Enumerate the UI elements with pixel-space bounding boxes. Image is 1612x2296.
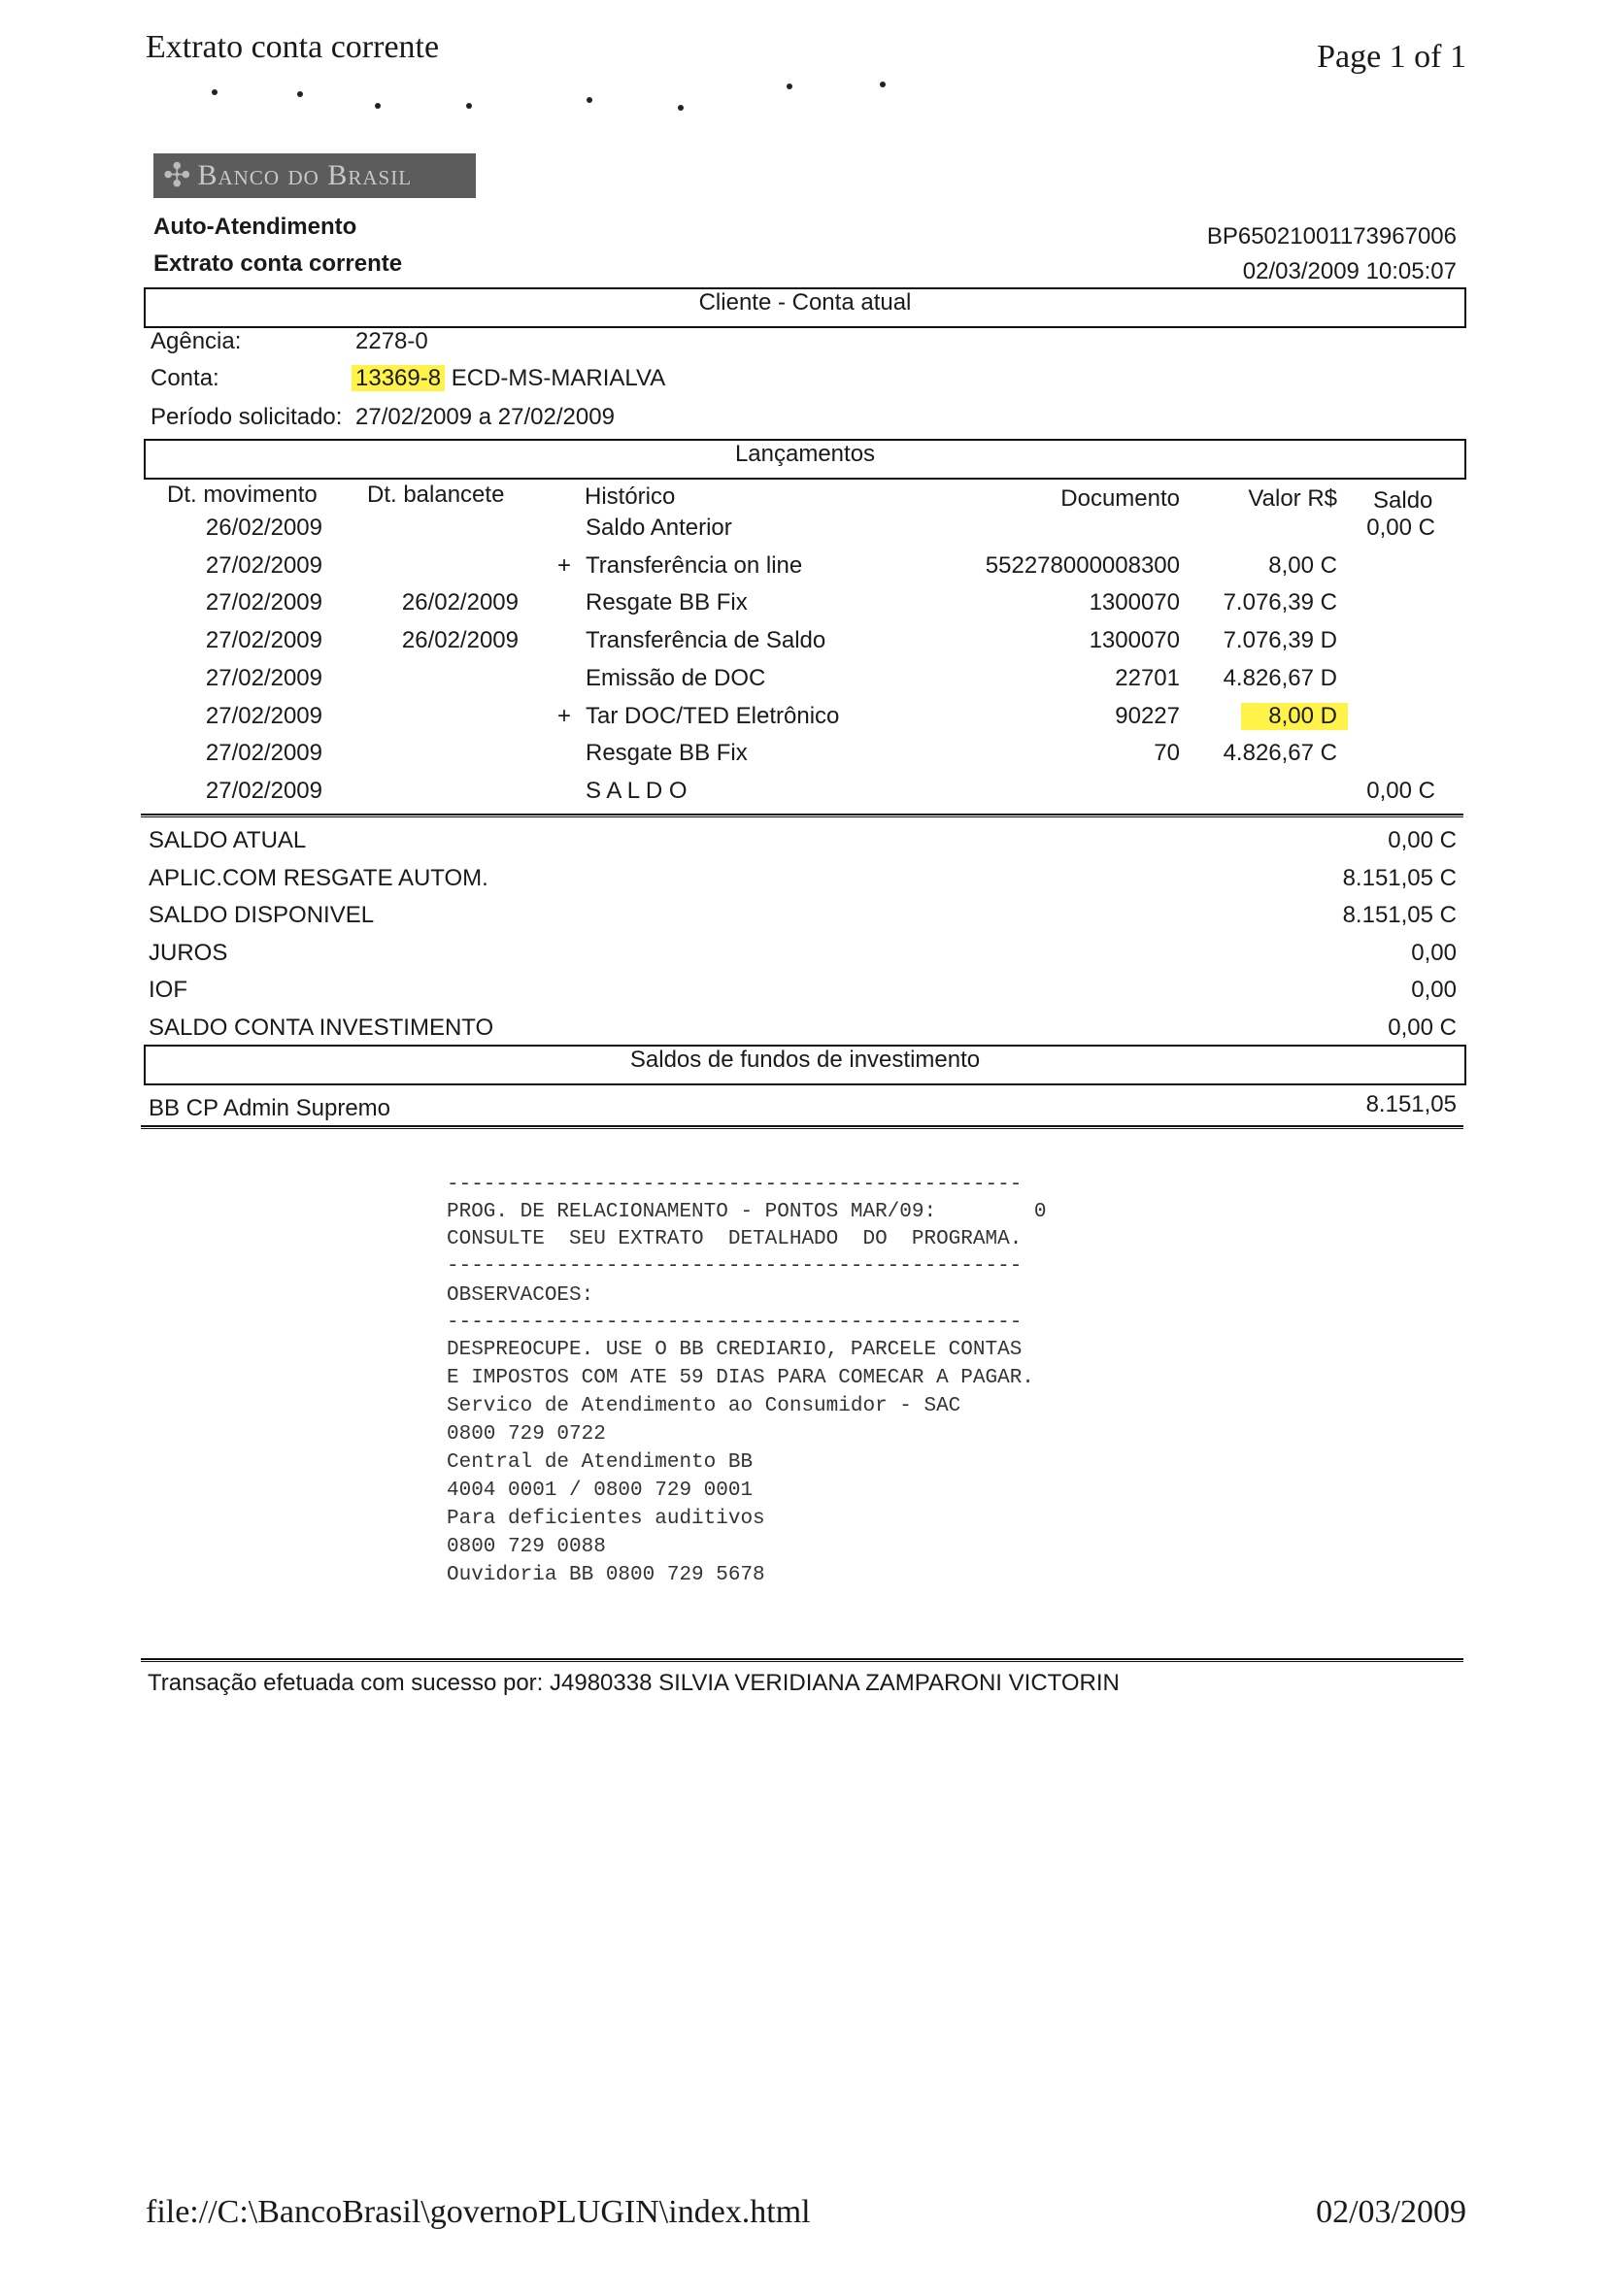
- row-dt-balancete: 26/02/2009: [401, 627, 519, 653]
- row-documento: 552278000008300: [985, 552, 1180, 579]
- msg-separator-3: -----------------------------------------------: [447, 1312, 1023, 1334]
- scan-speck: [375, 103, 381, 109]
- msg-line: 0800 729 0088: [447, 1536, 606, 1558]
- row-dt-movimento: 27/02/2009: [205, 589, 322, 616]
- conta-number: 13369-8: [352, 365, 445, 391]
- conta-label: Conta:: [151, 365, 219, 391]
- summary-label: SALDO ATUAL: [149, 827, 307, 853]
- scan-speck: [880, 82, 886, 87]
- fundos-section-title: Saldos de fundos de investimento: [629, 1047, 981, 1073]
- transacao-text: Transação efetuada com sucesso por: J4980338 SILVIA VERIDIANA ZAMPARONI VICTORIN: [148, 1670, 1120, 1696]
- summary-value: 0,00 C: [1388, 1015, 1457, 1041]
- row-dt-movimento: 27/02/2009: [205, 665, 322, 691]
- row-valor: 7.076,39 C: [1223, 589, 1337, 616]
- row-saldo: 0,00 C: [1366, 778, 1435, 804]
- lancamentos-divider: [141, 814, 1463, 817]
- row-dt-movimento: 27/02/2009: [205, 703, 322, 729]
- agencia-label: Agência:: [151, 328, 242, 354]
- row-mark: +: [557, 552, 572, 579]
- scan-speck: [212, 89, 218, 95]
- col-header-dt-movimento: Dt. movimento: [167, 482, 318, 508]
- row-valor: 4.826,67 D: [1223, 665, 1337, 691]
- scan-speck: [297, 91, 303, 97]
- lancamentos-section-header: [144, 439, 1466, 480]
- summary-value: 0,00 C: [1388, 827, 1457, 853]
- conta-name: ECD-MS-MARIALVA: [445, 365, 666, 391]
- print-footer-url: file://C:\BancoBrasil\governoPLUGIN\index.html: [146, 2194, 811, 2230]
- agencia-value: 2278-0: [355, 328, 428, 354]
- col-header-saldo: Saldo: [1373, 487, 1433, 514]
- row-dt-movimento: 27/02/2009: [205, 778, 322, 804]
- periodo-label: Período solicitado:: [151, 404, 343, 430]
- row-historico: Tar DOC/TED Eletrônico: [586, 703, 840, 729]
- row-documento: 70: [1154, 740, 1180, 766]
- msg-separator-2: -----------------------------------------------: [447, 1255, 1023, 1278]
- scan-speck: [678, 105, 684, 111]
- msg-line: 0800 729 0722: [447, 1423, 606, 1446]
- row-historico: S A L D O: [586, 778, 688, 804]
- print-header-title: Extrato conta corrente: [146, 29, 440, 65]
- header-auto-atendimento: Auto-Atendimento: [153, 214, 357, 240]
- bb-logo-icon: ✣: [163, 158, 192, 194]
- msg-consulte-extrato: CONSULTE SEU EXTRATO DETALHADO DO PROGRAMA.: [447, 1228, 1023, 1250]
- summary-value: 0,00: [1411, 940, 1457, 966]
- msg-observacoes: OBSERVACOES:: [447, 1284, 594, 1307]
- periodo-value: 27/02/2009 a 27/02/2009: [355, 404, 615, 430]
- col-header-documento: Documento: [1060, 485, 1180, 512]
- row-historico: Saldo Anterior: [586, 515, 732, 541]
- scan-speck: [787, 83, 792, 89]
- row-documento: 1300070: [1089, 627, 1180, 653]
- row-mark: +: [557, 703, 572, 729]
- bank-logo: [153, 153, 476, 198]
- print-footer-date: 02/03/2009: [1316, 2194, 1466, 2230]
- row-valor: 7.076,39 D: [1223, 627, 1337, 653]
- cliente-section-header: [144, 287, 1466, 328]
- print-header-page-number: Page 1 of 1: [1317, 39, 1466, 75]
- summary-label: JUROS: [149, 940, 228, 966]
- row-historico: Emissão de DOC: [586, 665, 766, 691]
- row-dt-balancete: 26/02/2009: [401, 589, 519, 616]
- row-valor: 8,00 D: [1241, 703, 1348, 730]
- row-historico: Transferência de Saldo: [586, 627, 826, 653]
- transacao-divider: [141, 1658, 1463, 1662]
- header-extrato-title: Extrato conta corrente: [153, 250, 403, 277]
- row-historico: Resgate BB Fix: [586, 589, 748, 616]
- row-dt-movimento: 27/02/2009: [205, 627, 322, 653]
- cliente-section-title: Cliente - Conta atual: [698, 289, 912, 316]
- col-header-dt-balancete: Dt. balancete: [367, 482, 505, 508]
- conta-value: [352, 365, 665, 392]
- summary-value: 0,00: [1411, 977, 1457, 1003]
- fundo-value: 8.151,05: [1365, 1091, 1457, 1117]
- summary-value: 8.151,05 C: [1342, 865, 1457, 891]
- msg-separator-1: -----------------------------------------------: [447, 1174, 1023, 1196]
- row-valor: 4.826,67 C: [1223, 740, 1337, 766]
- col-header-valor: Valor R$: [1248, 485, 1337, 512]
- summary-label: SALDO CONTA INVESTIMENTO: [149, 1015, 494, 1041]
- row-historico: Resgate BB Fix: [586, 740, 748, 766]
- row-documento: 90227: [1115, 703, 1180, 729]
- msg-prog-relacionamento: PROG. DE RELACIONAMENTO - PONTOS MAR/09: 0: [447, 1201, 1047, 1223]
- row-saldo: 0,00 C: [1366, 515, 1435, 541]
- summary-value: 8.151,05 C: [1342, 902, 1457, 928]
- row-valor: 8,00 C: [1268, 552, 1337, 579]
- row-documento: 22701: [1115, 665, 1180, 691]
- msg-line: 4004 0001 / 0800 729 0001: [447, 1480, 754, 1502]
- fundos-section-header: [144, 1045, 1466, 1085]
- msg-line: Para deficientes auditivos: [447, 1508, 765, 1530]
- msg-line: Servico de Atendimento ao Consumidor - SAC: [447, 1395, 961, 1417]
- msg-line: Ouvidoria BB 0800 729 5678: [447, 1564, 765, 1586]
- summary-label: IOF: [149, 977, 187, 1003]
- bank-logo-text: Banco do Brasil: [197, 159, 413, 191]
- scan-speck: [587, 97, 592, 103]
- row-historico: Transferência on line: [586, 552, 803, 579]
- fundos-divider: [141, 1125, 1463, 1129]
- fundo-label: BB CP Admin Supremo: [149, 1095, 391, 1121]
- summary-label: APLIC.COM RESGATE AUTOM.: [149, 865, 488, 891]
- msg-line: Central de Atendimento BB: [447, 1451, 754, 1474]
- msg-line: E IMPOSTOS COM ATE 59 DIAS PARA COMECAR A PAGAR.: [447, 1367, 1034, 1389]
- row-documento: 1300070: [1089, 589, 1180, 616]
- msg-line: DESPREOCUPE. USE O BB CREDIARIO, PARCELE CONTAS: [447, 1339, 1023, 1361]
- row-dt-movimento: 27/02/2009: [205, 552, 322, 579]
- row-dt-movimento: 26/02/2009: [205, 515, 322, 541]
- row-dt-movimento: 27/02/2009: [205, 740, 322, 766]
- summary-label: SALDO DISPONIVEL: [149, 902, 375, 928]
- header-reference: BP65021001173967006: [1206, 223, 1457, 250]
- lancamentos-section-title: Lançamentos: [734, 441, 876, 467]
- scan-speck: [466, 103, 472, 109]
- col-header-historico: Histórico: [585, 483, 676, 510]
- header-datetime: 02/03/2009 10:05:07: [1242, 258, 1457, 284]
